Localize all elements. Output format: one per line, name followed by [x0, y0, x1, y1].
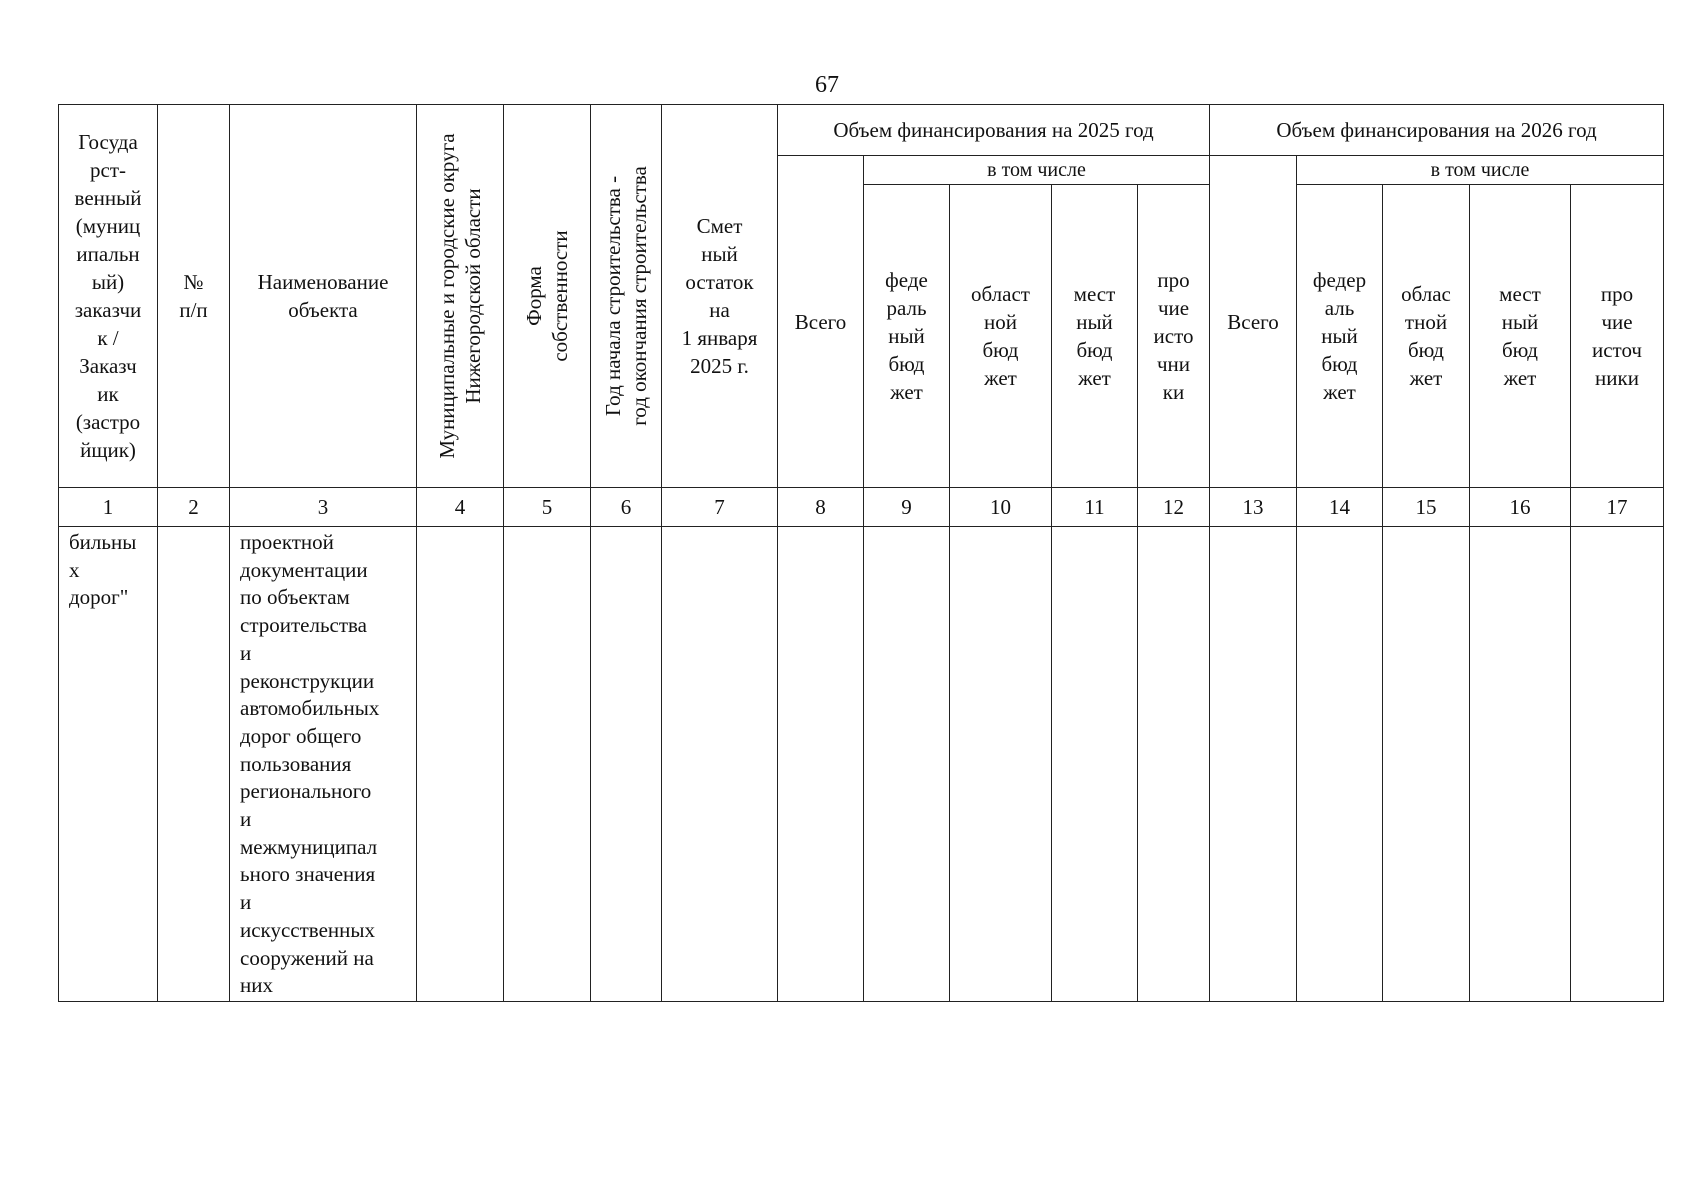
header-total-2026: Всего: [1210, 156, 1297, 488]
cell-empty: [591, 527, 662, 1002]
text-line: год окончания строительства: [627, 166, 651, 426]
cell-empty: [1571, 527, 1664, 1002]
text-line: бюд: [1321, 352, 1358, 376]
text-line: межмуниципал: [240, 834, 378, 859]
header-regional-2025: [950, 185, 1052, 488]
cell-empty: [864, 527, 950, 1002]
header-other-2025: [1138, 185, 1210, 488]
header-local-2026: [1470, 185, 1571, 488]
text-line: ной: [984, 310, 1017, 334]
header-regional-2026: [1383, 185, 1470, 488]
cell-empty: [1297, 527, 1383, 1002]
header-years: [591, 105, 662, 488]
table-row: [59, 527, 1664, 1002]
column-number: 6: [591, 488, 662, 527]
text-line: источ: [1592, 338, 1642, 362]
text-line: мест: [1073, 282, 1116, 306]
column-number: 13: [1210, 488, 1297, 527]
text-line: дорог общего: [240, 723, 362, 748]
text-line: и: [240, 807, 252, 832]
text-line: автомобильных: [240, 696, 380, 721]
cell-empty: [504, 527, 591, 1002]
cell-empty: [1138, 527, 1210, 1002]
text-line: Наименование: [257, 270, 389, 294]
text-line: ный: [888, 324, 925, 348]
text-line: сооружений на: [240, 945, 374, 970]
column-number: 3: [230, 488, 417, 527]
text-line: чни: [1156, 352, 1191, 376]
text-line: бильны: [69, 530, 137, 554]
text-line: пользования: [240, 751, 352, 776]
cell-number: [158, 527, 230, 1002]
text-line: ный: [1321, 324, 1358, 348]
text-line: бюд: [982, 338, 1019, 362]
text-line: х: [69, 557, 80, 582]
text-line: раль: [886, 296, 927, 320]
text-line: бюд: [1408, 338, 1444, 362]
text-line: чие: [1157, 296, 1190, 320]
text-line: про: [1600, 282, 1634, 306]
text-line: строительства: [240, 613, 368, 638]
text-line: жет: [1503, 366, 1537, 390]
text-line: Нижегородской области: [461, 188, 485, 404]
text-line: Госуда: [78, 130, 138, 154]
header-local-2025: [1052, 185, 1138, 488]
text-line: феде: [885, 268, 928, 292]
text-line: объекта: [288, 298, 358, 322]
text-line: жет: [1323, 380, 1356, 404]
text-line: ный: [1501, 310, 1539, 334]
text-line: про: [1157, 268, 1190, 292]
text-line: ый): [91, 270, 125, 294]
text-line: ники: [1595, 366, 1639, 390]
text-line: ьного значения: [240, 862, 376, 887]
text-line: (застро: [75, 410, 141, 434]
text-line: ик: [97, 382, 119, 406]
column-number: 15: [1383, 488, 1470, 527]
text-line: ный: [701, 242, 738, 266]
cell-empty: [662, 527, 778, 1002]
text-line: Год начала строительства -: [601, 175, 625, 417]
column-number: 12: [1138, 488, 1210, 527]
text-line: венный: [74, 186, 142, 210]
text-line: и: [240, 890, 252, 915]
text-line: документации: [240, 557, 368, 582]
text-line: исто: [1153, 324, 1194, 348]
text-line: собственности: [548, 230, 572, 362]
text-line: Заказч: [79, 354, 137, 378]
header-number: [158, 105, 230, 488]
text-line: област: [971, 282, 1030, 306]
header-total-2025: Всего: [778, 156, 864, 488]
column-number: 2: [158, 488, 230, 527]
text-line: искусственных: [240, 917, 375, 942]
text-line: 1 января: [681, 326, 758, 350]
text-line: остаток: [685, 270, 754, 294]
cell-empty: [417, 527, 504, 1002]
text-line: ки: [1162, 380, 1185, 404]
header-federal-2026: [1297, 185, 1383, 488]
text-line: бюд: [1076, 338, 1113, 362]
text-line: №: [183, 270, 204, 294]
text-line: чие: [1601, 310, 1633, 334]
cell-empty: [1210, 527, 1297, 1002]
text-line: и: [240, 640, 252, 665]
text-line: Форма: [522, 266, 546, 326]
text-line: на: [709, 298, 730, 322]
column-number: 9: [864, 488, 950, 527]
text-line: к /: [97, 326, 119, 350]
text-line: ипальн: [76, 242, 140, 266]
text-line: регионального: [240, 779, 372, 804]
text-line: федер: [1312, 268, 1367, 292]
text-line: 2025 г.: [690, 354, 749, 378]
header-customer: [59, 105, 158, 488]
header-municipal: [417, 105, 504, 488]
cell-customer: [59, 527, 158, 1002]
column-number: 8: [778, 488, 864, 527]
text-line: Смет: [696, 214, 743, 238]
text-line: реконструкции: [240, 668, 375, 693]
text-line: рст-: [90, 158, 126, 182]
column-number: 5: [504, 488, 591, 527]
text-line: п/п: [179, 298, 208, 322]
text-line: жет: [890, 380, 923, 404]
text-line: ный: [1076, 310, 1113, 334]
text-line: бюд: [888, 352, 925, 376]
column-number: 14: [1297, 488, 1383, 527]
column-number: 11: [1052, 488, 1138, 527]
text-line: аль: [1324, 296, 1355, 320]
text-line: тной: [1404, 310, 1448, 334]
text-line: них: [240, 973, 273, 998]
column-number: 1: [59, 488, 158, 527]
text-line: по объектам: [240, 585, 350, 610]
header-including-2025: в том числе: [864, 156, 1210, 185]
header-object-name: [230, 105, 417, 488]
column-number: 17: [1571, 488, 1664, 527]
text-line: облас: [1401, 282, 1451, 306]
page-number: 67: [815, 72, 839, 98]
header-balance: [662, 105, 778, 488]
text-line: дорог": [69, 585, 129, 610]
header-including-2026: в том числе: [1297, 156, 1664, 185]
cell-empty: [1052, 527, 1138, 1002]
header-other-2026: [1571, 185, 1664, 488]
header-federal-2025: [864, 185, 950, 488]
cell-empty: [1383, 527, 1470, 1002]
cell-empty: [950, 527, 1052, 1002]
header-ownership: [504, 105, 591, 488]
cell-object-name: [230, 527, 417, 1002]
text-line: жет: [984, 366, 1017, 390]
text-line: Муниципальные и городские округа: [435, 133, 459, 459]
text-line: бюд: [1502, 338, 1538, 362]
text-line: йщик): [80, 438, 136, 462]
column-number: 16: [1470, 488, 1571, 527]
header-group-2026: Объем финансирования на 2026 год: [1210, 105, 1664, 156]
column-number: 4: [417, 488, 504, 527]
financing-table: [58, 104, 1664, 1002]
text-line: заказчи: [74, 298, 142, 322]
text-line: (муниц: [75, 214, 141, 238]
text-line: жет: [1078, 366, 1111, 390]
header-group-2025: Объем финансирования на 2025 год: [778, 105, 1210, 156]
text-line: жет: [1409, 366, 1443, 390]
cell-empty: [1470, 527, 1571, 1002]
column-number: 10: [950, 488, 1052, 527]
text-line: проектной: [240, 530, 334, 554]
cell-empty: [778, 527, 864, 1002]
text-line: мест: [1499, 282, 1541, 306]
column-number: 7: [662, 488, 778, 527]
